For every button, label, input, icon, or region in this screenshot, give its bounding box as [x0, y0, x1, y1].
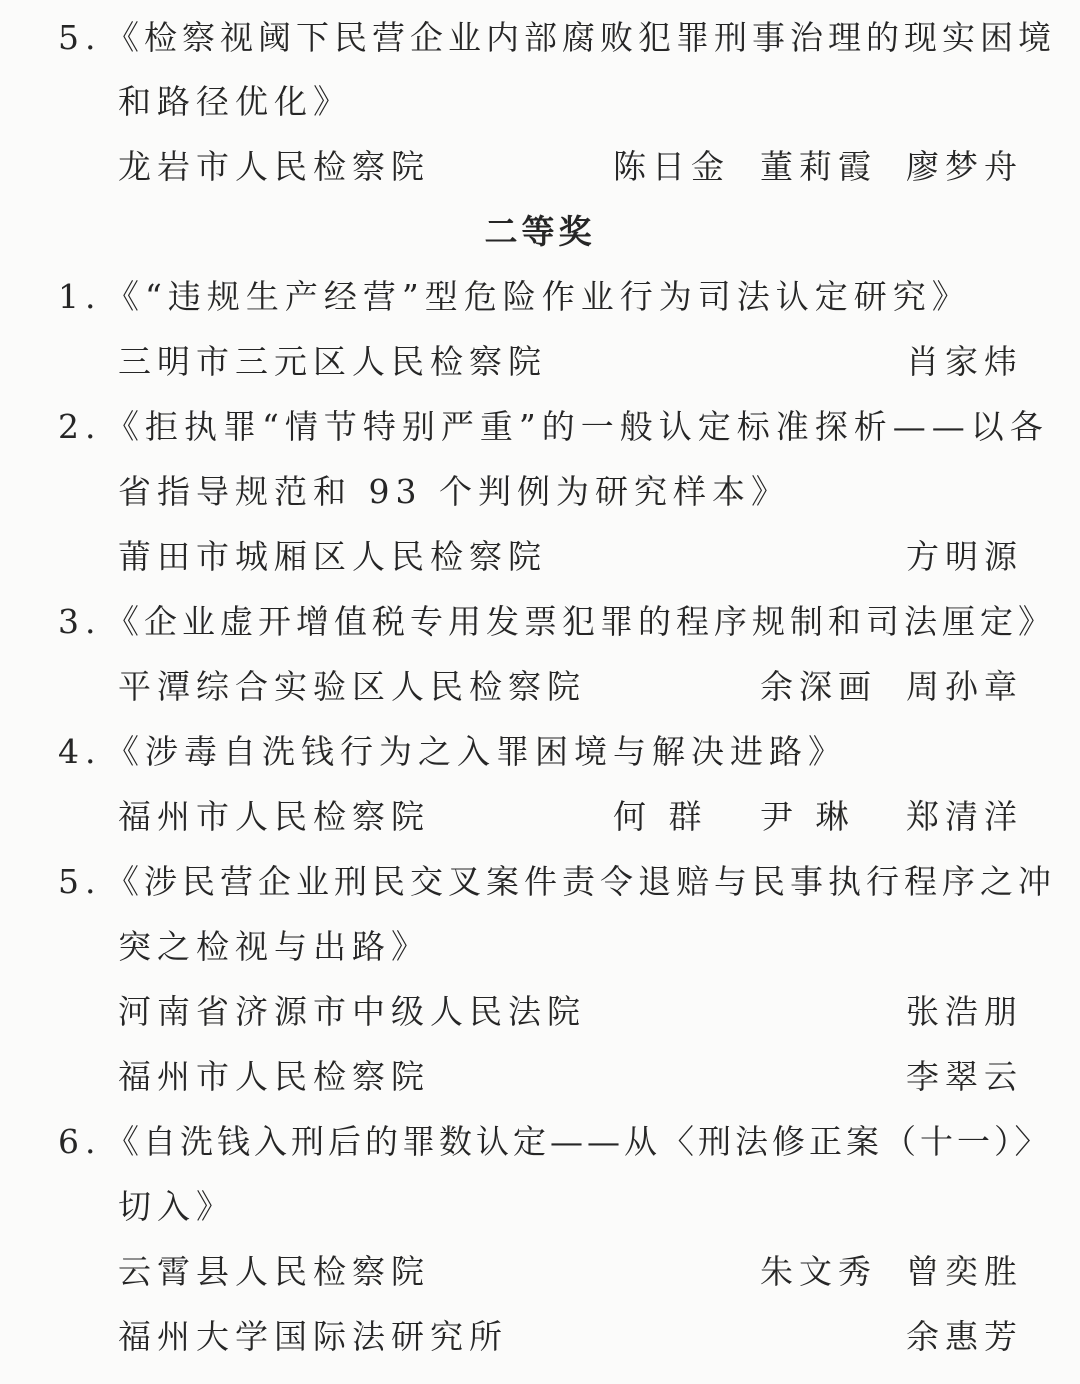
organization: 福州市人民检察院	[118, 1057, 430, 1096]
item-number: 5.	[58, 18, 102, 57]
organization: 云霄县人民检察院	[118, 1252, 430, 1291]
author: 陈日金	[613, 147, 730, 186]
paper-title-cont: 切入》	[118, 1187, 235, 1226]
author: 肖家炜	[906, 342, 1023, 381]
paper-title: 《拒执罪“情节特别严重”的一般认定标准探析——以各	[106, 407, 1049, 446]
author: 尹 琳	[760, 797, 855, 836]
item-number: 4.	[58, 732, 102, 771]
item-number: 1.	[58, 277, 102, 316]
paper-title-cont: 省指导规范和 93 个判例为研究样本》	[118, 472, 790, 511]
organization: 三明市三元区人民检察院	[118, 342, 547, 381]
author: 李翠云	[906, 1057, 1023, 1096]
author: 方明源	[906, 537, 1023, 576]
item-number: 6.	[58, 1122, 102, 1161]
organization: 福州大学国际法研究所	[118, 1317, 508, 1356]
item-number: 3.	[58, 602, 102, 641]
author: 余惠芳	[906, 1317, 1023, 1356]
item-number: 2.	[58, 407, 102, 446]
author: 朱文秀	[760, 1252, 877, 1291]
section-heading: 二等奖	[484, 212, 596, 251]
author: 何 群	[613, 797, 708, 836]
author: 郑清洋	[906, 797, 1023, 836]
paper-title: 《企业虚开增值税专用发票犯罪的程序规制和司法厘定》	[106, 602, 1056, 641]
paper-title-cont: 突之检视与出路》	[118, 927, 430, 966]
paper-title: 《涉民营企业刑民交叉案件责令退赔与民事执行程序之冲	[106, 862, 1056, 901]
author: 董莉霞	[760, 147, 877, 186]
paper-title: 《自洗钱入刑后的罪数认定——从〈刑法修正案（十一）〉	[106, 1122, 1052, 1161]
paper-title: 《“违规生产经营”型危险作业行为司法认定研究》	[106, 277, 971, 316]
item-number: 5.	[58, 862, 102, 901]
organization: 福州市人民检察院	[118, 797, 430, 836]
author: 曾奕胜	[906, 1252, 1023, 1291]
author: 周孙章	[906, 667, 1023, 706]
author: 廖梦舟	[906, 147, 1023, 186]
organization: 平潭综合实验区人民检察院	[118, 667, 586, 706]
paper-title: 《涉毒自洗钱行为之入罪困境与解决进路》	[106, 732, 847, 771]
organization: 莆田市城厢区人民检察院	[118, 537, 547, 576]
paper-title-cont: 和路径优化》	[118, 82, 352, 121]
organization: 龙岩市人民检察院	[118, 147, 430, 186]
author: 张浩朋	[906, 992, 1023, 1031]
paper-title: 《检察视阈下民营企业内部腐败犯罪刑事治理的现实困境	[106, 18, 1056, 57]
author: 余深画	[760, 667, 877, 706]
organization: 河南省济源市中级人民法院	[118, 992, 586, 1031]
